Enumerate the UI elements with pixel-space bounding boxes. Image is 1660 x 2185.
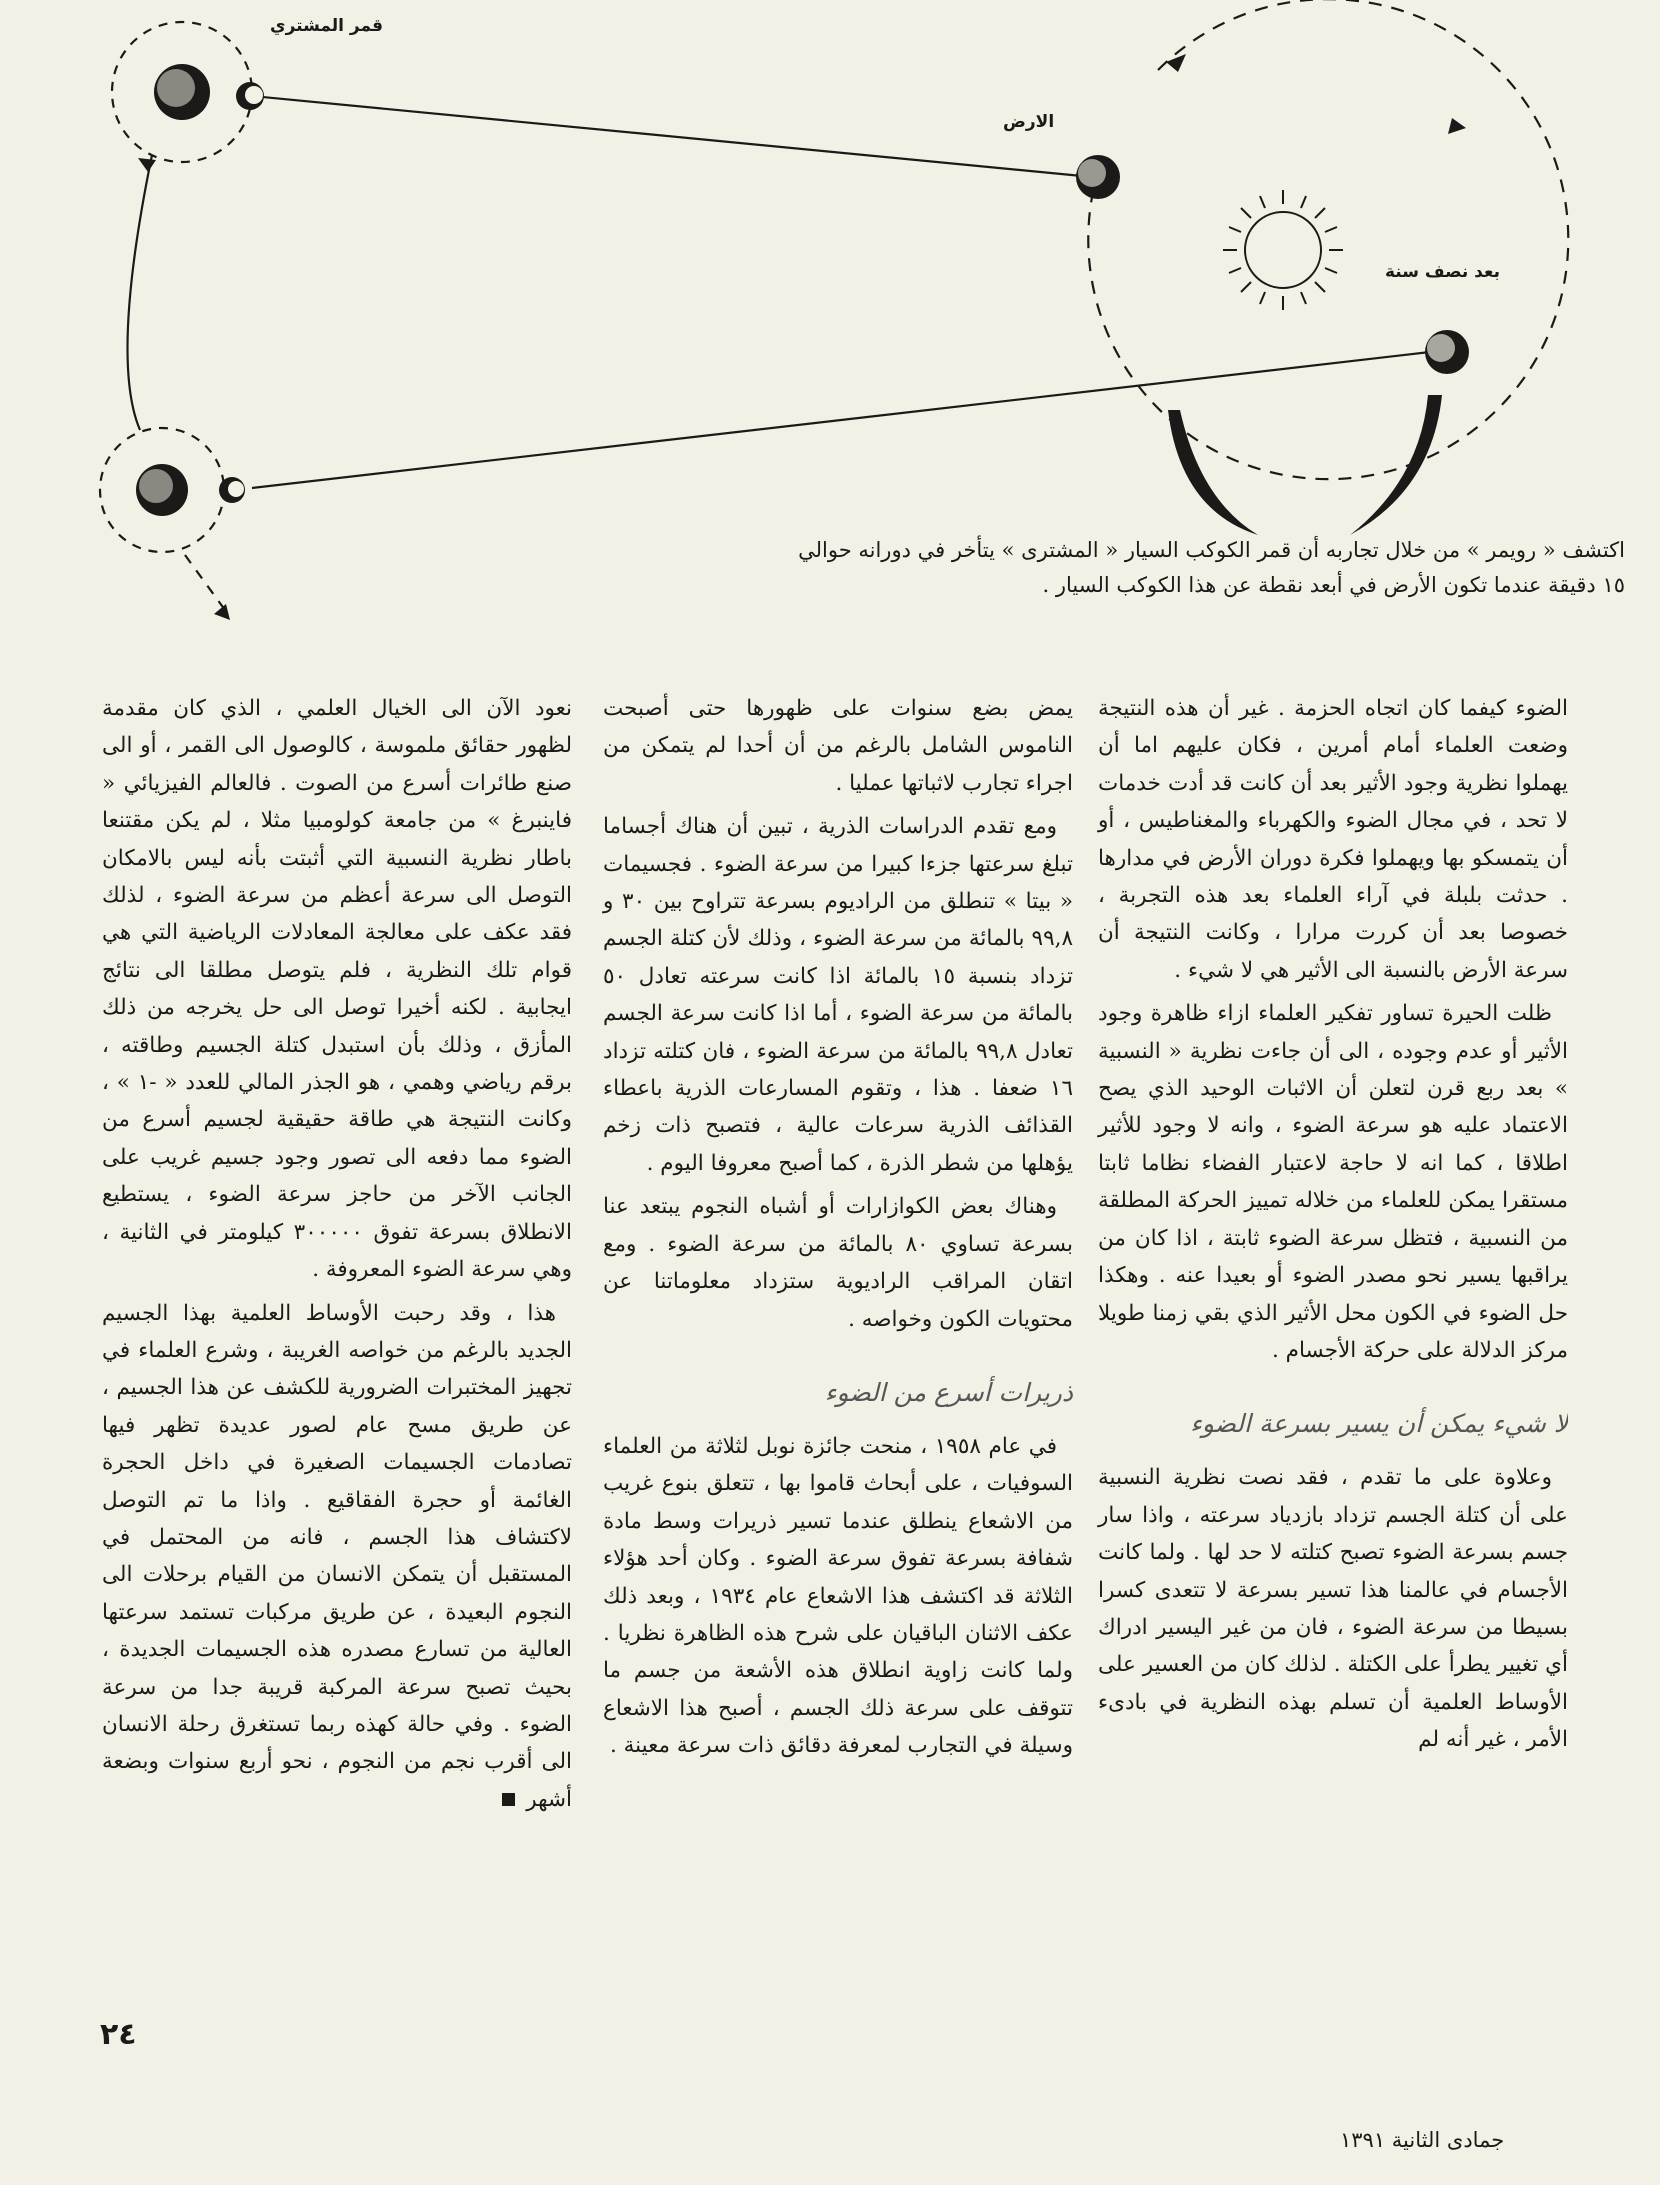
paragraph <box>102 1295 572 1819</box>
earth-label: الارض <box>1003 112 1055 132</box>
paragraph-text: هذا ، وقد رحبت الأوساط العلمية بهذا الجسيم الجديد بالرغم من خواصه الغريبة ، وشرع العلماء في تجهيز المختبرات الضرورية للكشف عن هذا الجسيم ، عن طريق مسح عام لصور عديدة تظهر فيها تصادمات الجسيمات الصغيرة في داخل الحجرة الغائمة أو حجرة الفقاقيع . واذا ما تم التوصل لاكتشاف هذا الجسم ، فانه من المحتمل في المستقبل أن يتمكن الانسان من القيام برحلات الى النجوم البعيدة ، عن طريق مركبات تستمد سرعتها العالية من تسارع مصدره هذه الجسيمات الجديدة ، بحيث تصبح سرعة المركبة قريبة جدا من سرعة الضوء . وفي حالة كهذه ربما تستغرق رحلة الانسان الى أقرب نجم من النجوم ، نحو أربع سنوات وبضعة أشهر <box>102 1300 572 1812</box>
caption-line-1: اكتشف « رويمر » من خلال تجاربه أن قمر الكوكب السيار « المشترى » يتأخر في دورانه حوالي <box>798 538 1625 562</box>
jupiter-moon-label: قمر المشتري <box>270 16 384 36</box>
paragraph: يمض بضع سنوات على ظهورها حتى أصبحت الناموس الشامل بالرغم من أن أحدا لم يتمكن من اجراء تجارب لاثباتها عمليا . <box>603 696 1073 796</box>
column-right <box>1098 690 1568 1765</box>
sun-icon <box>1223 190 1343 310</box>
jupiter-icon-top <box>154 64 210 120</box>
paragraph: الضوء كيفما كان اتجاه الحزمة . غير أن هذه النتيجة وضعت العلماء أمام أمرين ، فكان عليهم اما أن يهملوا نظرية وجود الأثير بعد أن كانت قد أدت خدمات لا تحد ، في مجال الضوء والكهرباء والمغناطيس ، أو أن يتمسكو بها ويهملوا فكرة دوران الأرض في مدارها . حدثت بلبلة في آراء العلماء بعد هذه التجربة ، خصوصا بعد أن كررت مرارا ، وكانت النتيجة أن سرعة الأرض بالنسبة الى الأثير هي لا شيء . <box>1098 696 1568 983</box>
jupiter-moon-icon-bottom <box>219 477 245 503</box>
arrow-earth-orbit-right <box>1448 118 1466 134</box>
jupiter-icon-bottom <box>136 464 188 516</box>
paragraph: ومع تقدم الدراسات الذرية ، تبين أن هناك أجساما تبلغ سرعتها جزءا كبيرا من سرعة الضوء . فجسيمات « بيتا » تنطلق من الراديوم بسرعة تتراوح بين ٣٠ و ٩٩,٨ بالمائة من سرعة الضوء ، وذلك لأن كتلة الجسم تزداد بنسبة ١٥ بالمائة اذا كانت سرعته تعادل ٥٠ بالمائة من سرعة الضوء ، أما اذا كانت سرعة الجسم تعادل ٩٩,٨ بالمائة من سرعة الضوء ، فان كتلته تزداد ١٦ ضعفا . هذا ، وتقوم المسارعات الذرية باعطاء القذائف الذرية سرعات عالية ، فتصبح ذات زخم يؤهلها من شطر الذرة ، كما أصبح معروفا اليوم . <box>603 814 1074 1176</box>
caption-line-2: ١٥ دقيقة عندما تكون الأرض في أبعد نقطة عن هذا الكوكب السيار . <box>1042 573 1625 597</box>
arrow-jupiter-orbit <box>138 158 156 172</box>
paragraph: وعلاوة على ما تقدم ، فقد نصت نظرية النسبية على أن كتلة الجسم تزداد بازدياد سرعته ، واذا سار جسم بسرعة الضوء تصبح كتلته لا حد لها . ولما كانت الأجسام في عالمنا هذا تسير بسرعة لا تتعدى كسرا بسيطا من سرعة الضوء ، فان من غير اليسير ادراك أي تغيير يطرأ على الكتلة . لذلك كان من العسير على الأوساط العلمية أن تسلم بهذه النظرية في بادىء الأمر ، غير أنه لم <box>1098 1465 1568 1753</box>
paragraph: نعود الآن الى الخيال العلمي ، الذي كان مقدمة لظهور حقائق ملموسة ، كالوصول الى القمر ، أو الى صنع طائرات أسرع من الصوت . فالعالم الفيزيائي « فاينبرغ » من جامعة كولومبيا مثلا ، لم يكن مقتنعا باطار نظرية النسبية التي أثبتت بأنه ليس بالامكان التوصل الى سرعة أعظم من سرعة الضوء ، لذلك فقد عكف على معالجة المعادلات الرياضية التي هي قوام تلك النظرية ، فلم يتوصل مطلقا الى نتائج ايجابية . لكنه أخيرا توصل الى حل يخرجه من ذلك المأزق ، وذلك بأن استبدل كتلة الجسيم وطاقته ، برقم رياضي وهمي ، هو الجذر المالي للعدد « -١ » ، وكانت النتيجة هي طاقة حقيقية لجسيم أسرع من الضوء مما دفعه الى تصور وجود جسيم غريب على الجانب الآخر من حاجز سرعة الضوء ، يستطيع الانطلاق بسرعة تفوق ٣٠٠٠٠٠ كيلومتر في الثانية ، وهي سرعة الضوء المعروفة . <box>102 696 572 1283</box>
end-mark-icon <box>502 1793 515 1806</box>
crescent-right <box>1350 395 1442 535</box>
column-left <box>102 690 572 1824</box>
paragraph: ظلت الحيرة تساور تفكير العلماء ازاء ظاهرة وجود الأثير أو عدم وجوده ، الى أن جاءت نظرية « النسبية » بعد ربع قرن لتعلن أن الاثبات الوحيد الذي يصح الاعتماد عليه هو سرعة الضوء ، وانه لا وجود للأثير اطلاقا ، كما انه لا حاجة لاعتبار الفضاء نظاما ثابتا مستقرا يمكن للعلماء من خلاله تمييز الحركة المطلقة من النسبية ، فتظل سرعة الضوء ثابتة ، اذا كان من يراقبها يسير نحو مصدر الضوء أو بعيدا عنه . وهكذا حل الضوء في الكون محل الأثير الذي بقي زمنا طويلا مركز الدلالة على حركة الأجسام . <box>1098 1001 1568 1363</box>
jupiter-orbit-arc <box>128 155 153 430</box>
jupiter-moon-icon-top <box>236 82 264 110</box>
paragraph: في عام ١٩٥٨ ، منحت جائزة نوبل لثلاثة من العلماء السوفيات ، على أبحاث قاموا بها ، تتعلق بنوع غريب من الاشعاع ينطلق عندما تسير ذريرات وسط مادة شفافة بسرعة تفوق سرعة الضوء . وكان أحد هؤلاء الثلاثة قد اكتشف هذا الاشعاع عام ١٩٣٤ ، وبعد ذلك عكف الاثنان الباقيان على شرح هذه الظاهرة نظريا . ولما كانت زاوية انطلاق هذه الأشعة من جسم ما تتوقف على سرعة ذلك الجسم ، أصبح هذا الاشعاع وسيلة في التجارب لمعرفة دقائق ذات سرعة معينة . <box>603 1433 1073 1759</box>
arrow-earth-orbit <box>1166 54 1186 72</box>
light-path-near <box>252 96 1082 176</box>
earth-orbit-dashed <box>1088 0 1568 479</box>
half-year-label: بعد نصف سنة <box>1385 262 1500 282</box>
jupiter-orbit-tail <box>185 555 225 610</box>
section-heading: ذريرات أسرع من الضوء <box>824 1377 1073 1407</box>
section-heading: لا شيء يمكن أن يسير بسرعة الضوء <box>1190 1409 1568 1439</box>
page-number: ٢٤ <box>100 2017 137 2052</box>
figure-caption <box>230 533 1625 603</box>
issue-date: جمادى الثانية ١٣٩١ <box>1340 2128 1505 2152</box>
earth-icon-far <box>1425 330 1469 374</box>
earth-icon-near <box>1076 155 1120 199</box>
column-middle <box>603 690 1073 1771</box>
crescent-left <box>1168 410 1258 535</box>
paragraph: وهناك بعض الكوازارات أو أشباه النجوم يبتعد عنا بسرعة تساوي ٨٠ بالمائة من سرعة الضوء . ومع اتقان المراقب الراديوية ستزداد معلوماتنا عن محتويات الكون وخواصه . <box>603 1194 1073 1332</box>
